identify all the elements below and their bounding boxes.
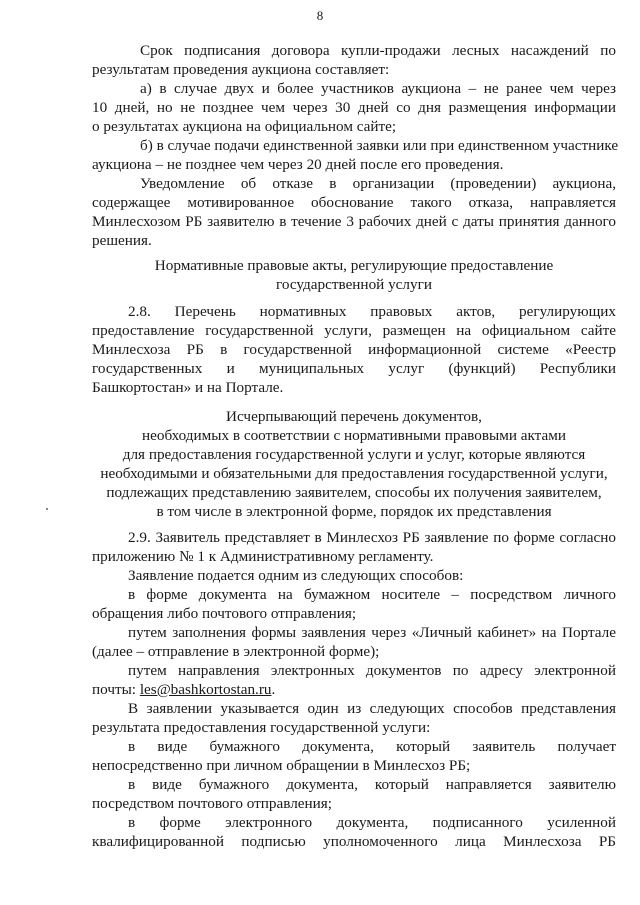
text-line: в форме электронного документа, подписанного усиленной	[128, 814, 616, 831]
section-heading: Исчерпывающий перечень документов,	[226, 408, 482, 425]
section-heading: государственной услуги	[276, 276, 432, 293]
scan-speck	[46, 508, 48, 510]
text-line: непосредственно при личном обращении в Минлесхоз РБ;	[92, 757, 471, 774]
text-line: государственных и муниципальных услуг (функций) Республики	[92, 360, 616, 377]
text-line: Уведомление об отказе в организации (проведении) аукциона,	[140, 175, 616, 192]
email-label: почты:	[92, 681, 140, 698]
text-line: результата предоставления государственной услуги:	[92, 719, 431, 736]
text-line: Заявление подается одним из следующих способов:	[128, 567, 464, 584]
text-line: результатам проведения аукциона составляет:	[92, 61, 390, 78]
section-heading: необходимыми и обязательными для предоставления государственной услуги,	[100, 465, 608, 482]
text-line: 2.9. Заявитель представляет в Минлесхоз РБ заявление по форме согласно	[128, 529, 616, 546]
text-line: обращения либо почтового отправления;	[92, 605, 357, 622]
section-heading: подлежащих представлению заявителем, способы их получения заявителем,	[106, 484, 602, 501]
text-line: (далее – отправление в электронной форме);	[92, 643, 380, 660]
text-line: Башкортостан» и на Портале.	[92, 379, 284, 396]
text-line: 10 дней, но не позднее чем через 30 дней со дня размещения информации	[92, 99, 616, 116]
email-period: .	[271, 681, 276, 698]
text-line: б) в случае подачи единственной заявки или при единственном участнике	[140, 137, 619, 154]
text-line: в виде бумажного документа, который направляется заявителю	[128, 776, 616, 793]
text-line: аукциона – не позднее чем через 20 дней после его проведения.	[92, 156, 504, 173]
text-line: посредством почтового отправления;	[92, 795, 333, 812]
email-link[interactable]: les@bashkortostan.ru	[139, 681, 272, 698]
text-line: путем заполнения формы заявления через «Личный кабинет» на Портале	[128, 624, 616, 641]
text-line: Минлесхозом РБ заявителю в течение 3 рабочих дней с даты принятия данного	[92, 213, 616, 230]
text-line: квалифицированной подписью уполномоченного лица Минлесхоза РБ	[92, 833, 616, 850]
section-heading: Нормативные правовые акты, регулирующие предоставление	[154, 257, 554, 274]
section-heading: для предоставления государственной услуги и услуг, которые являются	[122, 446, 586, 463]
text-line: путем направления электронных документов по адресу электронной	[128, 662, 616, 679]
page-number: 8	[316, 8, 324, 23]
text-line: содержащее мотивированное обоснование такого отказа, направляется	[92, 194, 616, 211]
text-line: приложению № 1 к Административному регламенту.	[92, 548, 434, 565]
text-line: а) в случае двух и более участников аукциона – не ранее чем через	[140, 80, 616, 97]
text-line: В заявлении указывается один из следующих способов представления	[128, 700, 616, 717]
text-line: о результатах аукциона на официальном сайте;	[92, 118, 397, 135]
text-line: в виде бумажного документа, который заявитель получает	[128, 738, 616, 755]
section-heading: необходимых в соответствии с нормативными правовыми актами	[142, 427, 566, 444]
text-line: Минлесхоза РБ в государственной информационной системе «Реестр	[92, 341, 616, 358]
text-line: 2.8. Перечень нормативных правовых актов, регулирующих	[128, 303, 616, 320]
text-line-email	[92, 681, 616, 698]
text-line: Срок подписания договора купли-продажи лесных насаждений по	[140, 42, 616, 59]
text-line: решения.	[92, 232, 152, 249]
section-heading: в том числе в электронной форме, порядок их представления	[156, 503, 552, 520]
text-line: предоставление государственной услуги, размещен на официальном сайте	[92, 322, 616, 339]
text-line: в форме документа на бумажном носителе – посредством личного	[128, 586, 616, 603]
